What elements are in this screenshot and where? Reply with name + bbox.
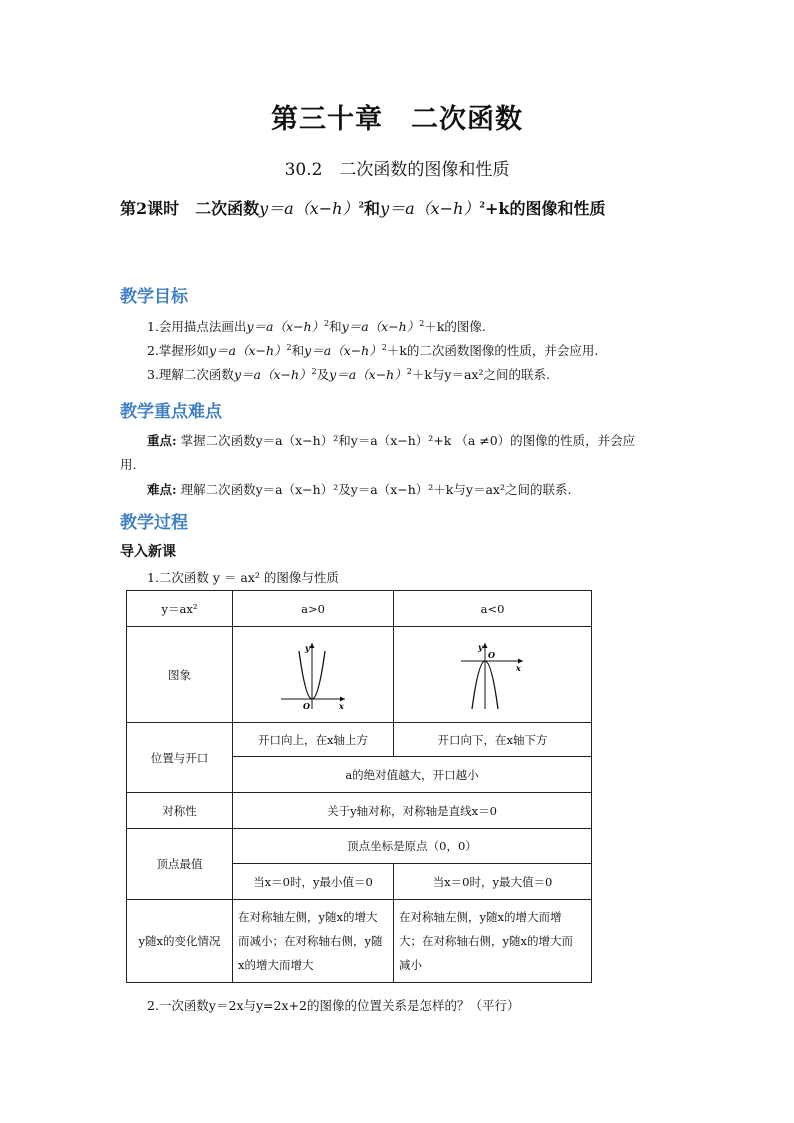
intro-question-2: 2.一次函数y＝2x与y=2x+2的图像的位置关系是怎样的？（平行） bbox=[147, 998, 520, 1013]
goal-formula: y＝a（x−h） bbox=[208, 343, 287, 358]
lesson-formula-1: y＝a（x−h） bbox=[259, 199, 359, 218]
goal-item bbox=[147, 317, 486, 335]
goal-sq: 2 bbox=[286, 342, 292, 352]
lesson-sq-2: 2 bbox=[479, 199, 485, 210]
intro-question-1: 1.二次函数 y ＝ ax² 的图像与性质 bbox=[147, 570, 339, 585]
goal-lead: 3.理解二次函数 bbox=[147, 367, 234, 382]
position-negative: 开口向下，在x轴下方 bbox=[394, 723, 592, 757]
process-heading: 教学过程 bbox=[120, 513, 188, 533]
goal-tail: ＋k的二次函数图像的性质，并会应用. bbox=[386, 343, 599, 358]
lesson-mid: 和 bbox=[364, 199, 381, 218]
property-table bbox=[126, 590, 592, 983]
lesson-sq-1: 2 bbox=[358, 199, 365, 210]
change-negative-text: 在对称轴左侧，y随x的增大而增大；在对称轴右侧，y随x的增大而减小 bbox=[399, 910, 573, 972]
row-label-position: 位置与开口 bbox=[127, 723, 233, 793]
graph-x-label: x bbox=[515, 662, 521, 673]
graph-cell-negative bbox=[394, 627, 592, 723]
row-label-image: 图象 bbox=[127, 627, 233, 723]
goals-heading: 教学目标 bbox=[120, 287, 188, 307]
key-label: 重点: bbox=[147, 433, 177, 448]
difficult-point bbox=[147, 480, 571, 498]
graph-x-label: x bbox=[339, 700, 344, 711]
goal-lead: 1.会用描点法画出 bbox=[147, 319, 247, 334]
goal-formula: y＝a（x−h） bbox=[341, 319, 420, 334]
change-negative bbox=[394, 900, 592, 983]
symmetry-value: 关于y轴对称，对称轴是直线x＝0 bbox=[233, 793, 592, 829]
goal-mid: 和 bbox=[291, 343, 305, 358]
goal-mid: 和 bbox=[329, 319, 342, 334]
parabola-up-graph bbox=[277, 639, 349, 711]
chapter-title: 第三十章 二次函数 bbox=[271, 104, 523, 135]
row-label-change: y随x的变化情况 bbox=[127, 900, 233, 983]
graph-origin-label: O bbox=[303, 700, 310, 711]
row-label-symmetry: 对称性 bbox=[127, 793, 233, 829]
lesson-prefix: 第2课时 二次函数 bbox=[120, 199, 260, 218]
goal-formula: y＝a（x−h） bbox=[304, 343, 382, 358]
goal-mid: 及 bbox=[316, 367, 330, 382]
vertex-max: 当x＝0时，y最大值＝0 bbox=[394, 864, 592, 900]
goal-sq: 2 bbox=[419, 318, 425, 328]
goal-formula: y＝a（x−h） bbox=[329, 367, 407, 382]
row-label-vertex: 顶点最值 bbox=[127, 829, 233, 900]
graph-cell-positive bbox=[233, 627, 394, 723]
goal-sq: 2 bbox=[381, 342, 387, 352]
graph-origin-label: O bbox=[487, 649, 495, 660]
goal-formula: y＝a（x−h） bbox=[233, 367, 312, 382]
goal-tail: ＋k与y＝ax²之间的联系. bbox=[411, 367, 550, 382]
table-header: a>0 bbox=[233, 591, 394, 627]
goal-sq: 2 bbox=[406, 366, 412, 376]
goal-item bbox=[147, 341, 598, 359]
graph-y-label: y bbox=[477, 641, 483, 652]
key-point bbox=[147, 431, 635, 449]
goal-item bbox=[147, 365, 550, 383]
lesson-formula-2: y＝a（x−h） bbox=[380, 199, 480, 218]
parabola-down-graph bbox=[457, 639, 529, 711]
graph-y-label: y bbox=[305, 642, 310, 653]
lesson-title bbox=[120, 196, 605, 219]
vertex-min: 当x＝0时，y最小值＝0 bbox=[233, 864, 394, 900]
position-common: a的绝对值越大，开口越小 bbox=[233, 757, 592, 793]
vertex-common: 顶点坐标是原点（0，0） bbox=[233, 829, 592, 864]
goal-sq: 2 bbox=[311, 366, 317, 376]
goal-sq: 2 bbox=[324, 318, 330, 328]
table-header: a<0 bbox=[394, 591, 592, 627]
change-positive bbox=[233, 900, 394, 983]
intro-heading: 导入新课 bbox=[120, 544, 176, 560]
table-header: y＝ax² bbox=[127, 591, 233, 627]
goal-tail: ＋k的图像. bbox=[424, 319, 486, 334]
key-text: 掌握二次函数y＝a（x−h）²和y＝a（x−h）²+k （a ≠0）的图像的性质，并会应 bbox=[180, 433, 636, 448]
goal-lead: 2.掌握形如 bbox=[147, 343, 209, 358]
keypoints-heading: 教学重点难点 bbox=[120, 402, 222, 422]
difficult-text: 理解二次函数y＝a（x−h）²及y＝a（x−h）²＋k与y＝ax²之间的联系. bbox=[180, 482, 572, 497]
lesson-tail: +k的图像和性质 bbox=[484, 199, 606, 218]
position-positive: 开口向上，在x轴上方 bbox=[233, 723, 394, 757]
difficult-label: 难点: bbox=[147, 482, 177, 497]
key-point-cont: 用. bbox=[120, 457, 137, 472]
goal-formula: y＝a（x−h） bbox=[246, 319, 325, 334]
change-positive-text: 在对称轴左侧，y随x的增大而减小；在对称轴右侧，y随x的增大而增大 bbox=[238, 910, 383, 972]
section-title: 30.2 二次函数的图像和性质 bbox=[284, 160, 510, 180]
